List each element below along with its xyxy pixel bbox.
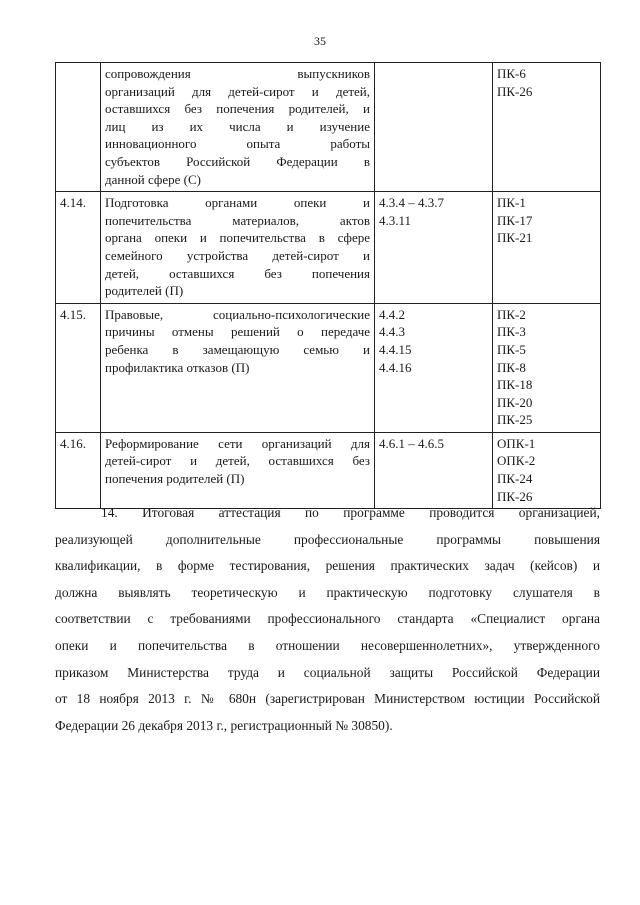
sections-cell <box>375 432 493 508</box>
sections-cell <box>375 63 493 192</box>
table-row <box>56 63 601 192</box>
topic-line: попечения родителей (П) <box>105 471 245 487</box>
competency-code: ПК-8 <box>497 359 526 375</box>
topic-line: Правовые, социально-психологические <box>105 306 370 322</box>
table-row <box>56 303 601 432</box>
paragraph-line: 14. Итоговая аттестация по программе проводится организацией, <box>101 505 600 520</box>
competency-code: ПК-5 <box>497 341 526 357</box>
topic-line: инновационного опыта работы <box>105 136 370 152</box>
paragraph-line: реализующей дополнительные профессиональные программы повышения <box>55 531 600 547</box>
topic-line: причины отмены решений о передаче <box>105 324 370 340</box>
topic-cell <box>101 192 375 304</box>
topic-line: организаций для детей-сирот и детей, <box>105 83 370 99</box>
competencies-cell <box>493 432 601 508</box>
topic-line: лиц из их числа и изучение <box>105 118 370 134</box>
competency-code: ПК-2 <box>497 306 526 322</box>
paragraph-line: соответствии с требованиями профессионального стандарта «Специалист органа <box>55 611 600 627</box>
topic-line: детей-сирот и детей, оставшихся без <box>105 453 370 469</box>
table-body <box>56 63 601 509</box>
competency-code: ПК-1 <box>497 195 526 211</box>
topic-line: органа опеки и попечительства в сфере <box>105 230 370 246</box>
paragraph-line: должна выявлять теоретическую и практическую подготовку слушателя в <box>55 584 600 600</box>
competency-code: ОПК-2 <box>497 453 536 469</box>
topic-line: семейного устройства детей-сирот и <box>105 247 370 263</box>
paragraph-line: от 18 ноября 2013 г. № 680н (зарегистрирован Министерством юстиции Российской <box>55 691 600 707</box>
competencies-cell <box>493 63 601 192</box>
paragraph-line: приказом Министерства труда и социальной защиты Российской Федерации <box>55 664 600 680</box>
competency-code: ПК-3 <box>497 324 526 340</box>
page-number: 35 <box>314 34 326 48</box>
competency-code: ПК-20 <box>497 394 533 410</box>
topic-line: родителей (П) <box>105 283 184 299</box>
sections-cell <box>375 303 493 432</box>
topic-line: субъектов Российской Федерации в <box>105 153 370 169</box>
competency-code: ПК-25 <box>497 412 533 428</box>
topic-line: Подготовка органами опеки и <box>105 195 370 211</box>
row-number: 4.14. <box>56 192 101 304</box>
competencies-cell <box>493 192 601 304</box>
table-row <box>56 192 601 304</box>
competency-code: ПК-24 <box>497 471 533 487</box>
paragraph-line: опеки и попечительства в отношении несовершеннолетних», утвержденного <box>55 637 600 653</box>
topic-cell <box>101 432 375 508</box>
topic-line: сопровождения выпускников <box>105 66 370 81</box>
section-ref: 4.4.15 <box>379 341 412 357</box>
topic-cell <box>101 303 375 432</box>
paragraph-line: квалификации, в форме тестирования, решения практических задач (кейсов) и <box>55 558 600 574</box>
competency-code: ПК-26 <box>497 488 533 504</box>
competency-code: ПК-17 <box>497 212 533 228</box>
competencies-cell <box>493 303 601 432</box>
section-ref: 4.4.16 <box>379 359 412 375</box>
section-ref: 4.4.2 <box>379 306 405 322</box>
section-ref: 4.4.3 <box>379 324 405 340</box>
topic-line: ребенка в замещающую семью и <box>105 341 370 357</box>
section-ref: 4.3.11 <box>379 212 412 228</box>
row-number: 4.15. <box>56 303 101 432</box>
topic-line: попечительства материалов, актов <box>105 212 370 228</box>
topic-line: оставшихся без попечения родителей, и <box>105 101 370 117</box>
section-ref: 4.3.4 – 4.3.7 <box>379 195 444 211</box>
topic-line: профилактика отказов (П) <box>105 359 250 375</box>
row-number: 4.16. <box>56 432 101 508</box>
topic-line: Реформирование сети организаций для <box>105 435 370 451</box>
competency-code: ОПК-1 <box>497 435 536 451</box>
curriculum-table <box>55 62 601 509</box>
sections-cell <box>375 192 493 304</box>
competency-code: ПК-18 <box>497 377 533 393</box>
competency-code: ПК-26 <box>497 83 533 99</box>
topic-cell <box>101 63 375 192</box>
topic-line: детей, оставшихся без попечения <box>105 265 370 281</box>
final-attestation-paragraph <box>55 500 600 739</box>
competency-code: ПК-6 <box>497 66 526 81</box>
section-ref: 4.6.1 – 4.6.5 <box>379 435 444 451</box>
table-row <box>56 432 601 508</box>
topic-line: данной сфере (С) <box>105 171 201 187</box>
competency-code: ПК-21 <box>497 230 533 246</box>
row-number <box>56 63 101 192</box>
paragraph-line: Федерации 26 декабря 2013 г., регистрационный № 30850). <box>55 717 393 733</box>
